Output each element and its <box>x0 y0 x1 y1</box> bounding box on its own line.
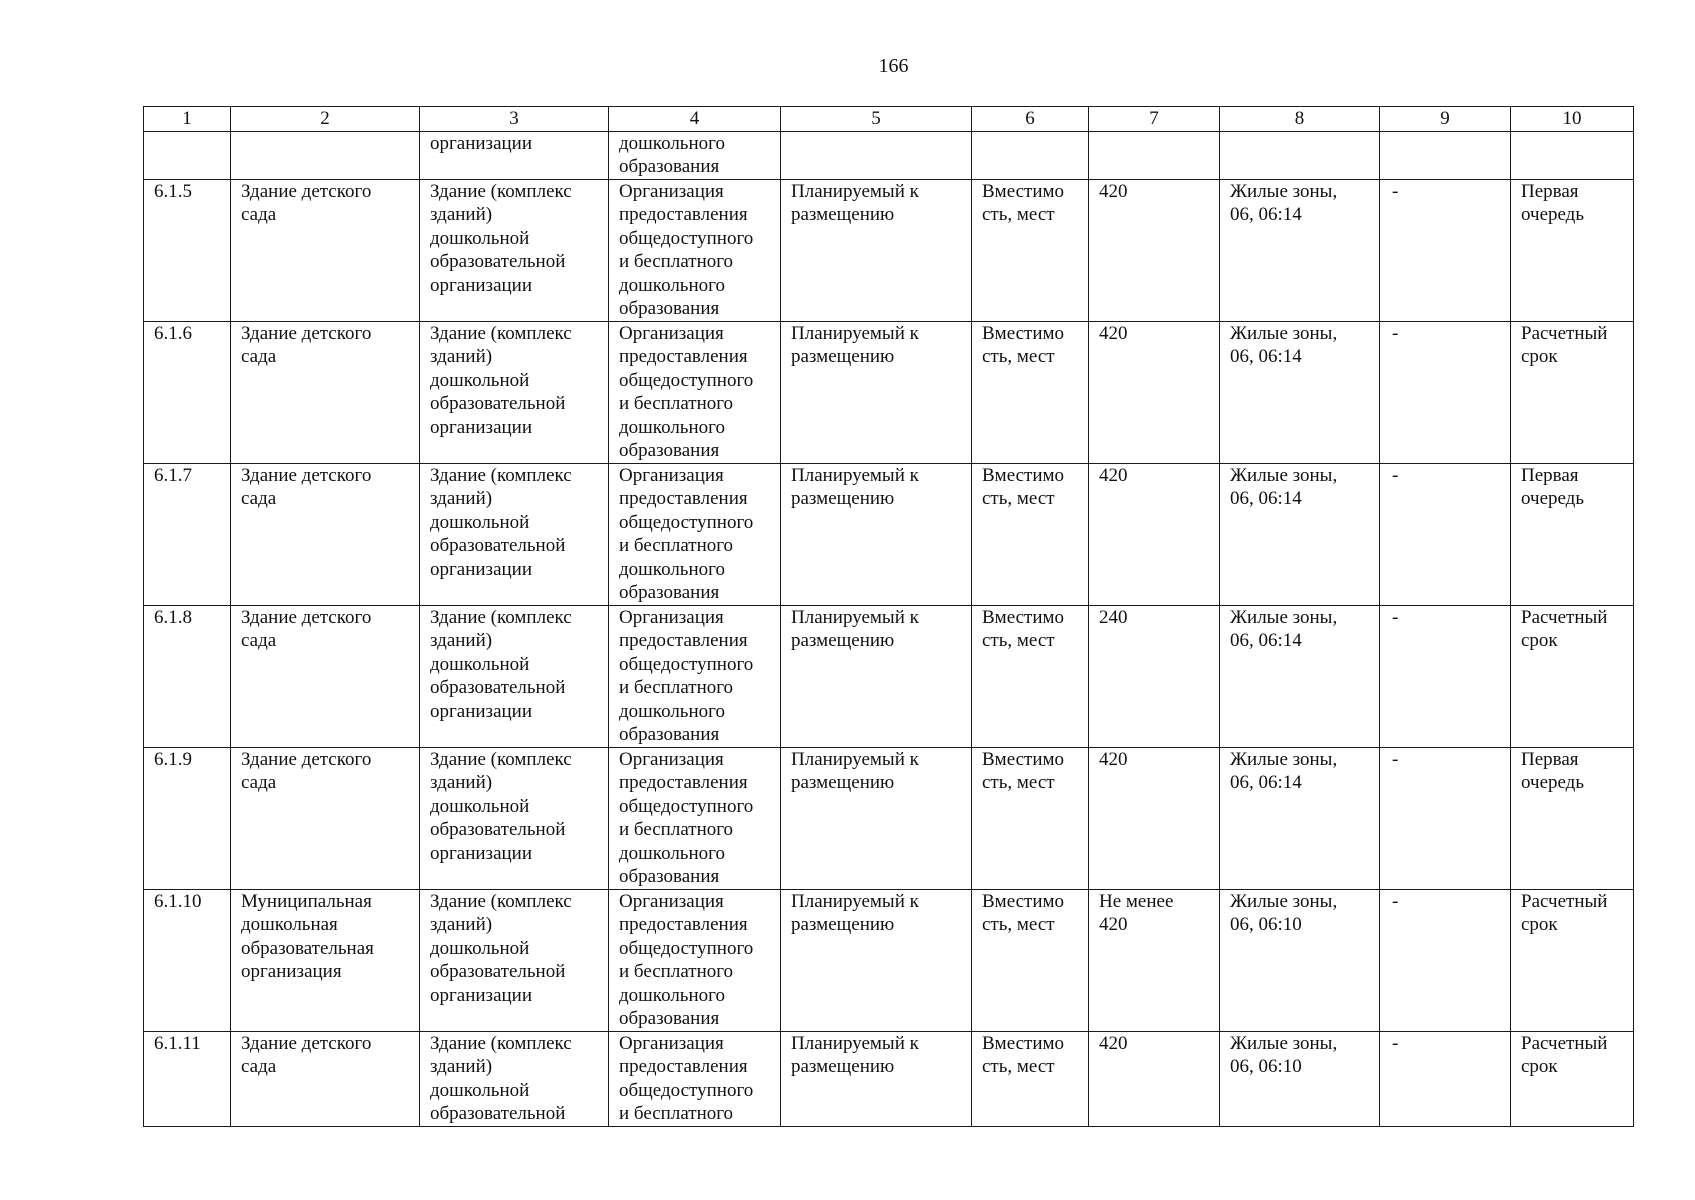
capacity-value: 420 <box>1089 1031 1220 1126</box>
object-name: Здание детского сада <box>231 747 420 889</box>
table-row <box>144 747 1634 889</box>
implementation-stage <box>1511 131 1634 179</box>
object-purpose: Организация предоставления общедоступного и бесплатного дошкольного образования <box>609 463 781 605</box>
object-status: Планируемый к размещению <box>781 889 972 1031</box>
row-id: 6.1.11 <box>144 1031 231 1126</box>
capacity-value: 420 <box>1089 747 1220 889</box>
zone-location: Жилые зоны, 06, 06:10 <box>1220 889 1380 1031</box>
row-id: 6.1.8 <box>144 605 231 747</box>
object-status: Планируемый к размещению <box>781 1031 972 1126</box>
row-id: 6.1.7 <box>144 463 231 605</box>
object-purpose: Организация предоставления общедоступного и бесплатного дошкольного образования <box>609 605 781 747</box>
implementation-stage: Первая очередь <box>1511 747 1634 889</box>
zone-location: Жилые зоны, 06, 06:14 <box>1220 605 1380 747</box>
table-row <box>144 1031 1634 1126</box>
column-header: 5 <box>781 107 972 132</box>
characteristic: Вместимо сть, мест <box>972 889 1089 1031</box>
characteristic: Вместимо сть, мест <box>972 463 1089 605</box>
object-type: Здание (комплекс зданий) дошкольной образовательной <box>420 1031 609 1126</box>
column-number-row <box>144 107 1634 132</box>
capacity-value: 240 <box>1089 605 1220 747</box>
capacity-value: 420 <box>1089 463 1220 605</box>
object-status: Планируемый к размещению <box>781 747 972 889</box>
object-type: организации <box>420 131 609 179</box>
table-row <box>144 131 1634 179</box>
object-purpose: дошкольного образования <box>609 131 781 179</box>
column-header: 10 <box>1511 107 1634 132</box>
object-purpose: Организация предоставления общедоступного и бесплатного <box>609 1031 781 1126</box>
object-name: Здание детского сада <box>231 1031 420 1126</box>
row-id: 6.1.10 <box>144 889 231 1031</box>
zone-location: Жилые зоны, 06, 06:14 <box>1220 463 1380 605</box>
zone-info: - <box>1380 605 1511 747</box>
object-name: Здание детского сада <box>231 463 420 605</box>
object-type: Здание (комплекс зданий) дошкольной образовательной организации <box>420 463 609 605</box>
object-name: Муниципальная дошкольная образовательная организация <box>231 889 420 1031</box>
object-name <box>231 131 420 179</box>
zone-info: - <box>1380 179 1511 321</box>
object-type: Здание (комплекс зданий) дошкольной образовательной организации <box>420 321 609 463</box>
zone-location: Жилые зоны, 06, 06:14 <box>1220 179 1380 321</box>
table-row <box>144 179 1634 321</box>
capacity-value: 420 <box>1089 179 1220 321</box>
capacity-value <box>1089 131 1220 179</box>
zone-info: - <box>1380 747 1511 889</box>
capacity-value: 420 <box>1089 321 1220 463</box>
column-header: 1 <box>144 107 231 132</box>
zone-info: - <box>1380 321 1511 463</box>
table-row <box>144 605 1634 747</box>
object-status <box>781 131 972 179</box>
characteristic: Вместимо сть, мест <box>972 1031 1089 1126</box>
characteristic: Вместимо сть, мест <box>972 605 1089 747</box>
implementation-stage: Расчетный срок <box>1511 889 1634 1031</box>
object-purpose: Организация предоставления общедоступного и бесплатного дошкольного образования <box>609 179 781 321</box>
row-id: 6.1.6 <box>144 321 231 463</box>
zone-info: - <box>1380 463 1511 605</box>
implementation-stage: Расчетный срок <box>1511 1031 1634 1126</box>
zone-info <box>1380 131 1511 179</box>
characteristic: Вместимо сть, мест <box>972 747 1089 889</box>
object-status: Планируемый к размещению <box>781 321 972 463</box>
implementation-stage: Первая очередь <box>1511 179 1634 321</box>
object-status: Планируемый к размещению <box>781 179 972 321</box>
column-header: 3 <box>420 107 609 132</box>
zone-location: Жилые зоны, 06, 06:10 <box>1220 1031 1380 1126</box>
implementation-stage: Первая очередь <box>1511 463 1634 605</box>
object-type: Здание (комплекс зданий) дошкольной образовательной организации <box>420 889 609 1031</box>
characteristic: Вместимо сть, мест <box>972 321 1089 463</box>
column-header: 8 <box>1220 107 1380 132</box>
object-status: Планируемый к размещению <box>781 605 972 747</box>
column-header: 6 <box>972 107 1089 132</box>
column-header: 4 <box>609 107 781 132</box>
object-purpose: Организация предоставления общедоступного и бесплатного дошкольного образования <box>609 321 781 463</box>
object-name: Здание детского сада <box>231 179 420 321</box>
column-header: 7 <box>1089 107 1220 132</box>
object-name: Здание детского сада <box>231 605 420 747</box>
zone-info: - <box>1380 1031 1511 1126</box>
object-purpose: Организация предоставления общедоступного и бесплатного дошкольного образования <box>609 747 781 889</box>
object-type: Здание (комплекс зданий) дошкольной образовательной организации <box>420 179 609 321</box>
table-row <box>144 463 1634 605</box>
row-id: 6.1.5 <box>144 179 231 321</box>
object-type: Здание (комплекс зданий) дошкольной образовательной организации <box>420 747 609 889</box>
zone-location: Жилые зоны, 06, 06:14 <box>1220 321 1380 463</box>
object-status: Планируемый к размещению <box>781 463 972 605</box>
object-name: Здание детского сада <box>231 321 420 463</box>
characteristic: Вместимо сть, мест <box>972 179 1089 321</box>
implementation-stage: Расчетный срок <box>1511 321 1634 463</box>
column-header: 9 <box>1380 107 1511 132</box>
zone-location: Жилые зоны, 06, 06:14 <box>1220 747 1380 889</box>
table-row <box>144 889 1634 1031</box>
column-header: 2 <box>231 107 420 132</box>
zone-location <box>1220 131 1380 179</box>
table-row <box>144 321 1634 463</box>
object-type: Здание (комплекс зданий) дошкольной образовательной организации <box>420 605 609 747</box>
page-number: 166 <box>878 55 909 77</box>
facilities-table <box>143 106 1634 1127</box>
capacity-value: Не менее 420 <box>1089 889 1220 1031</box>
implementation-stage: Расчетный срок <box>1511 605 1634 747</box>
characteristic <box>972 131 1089 179</box>
row-id: 6.1.9 <box>144 747 231 889</box>
row-id <box>144 131 231 179</box>
object-purpose: Организация предоставления общедоступного и бесплатного дошкольного образования <box>609 889 781 1031</box>
zone-info: - <box>1380 889 1511 1031</box>
